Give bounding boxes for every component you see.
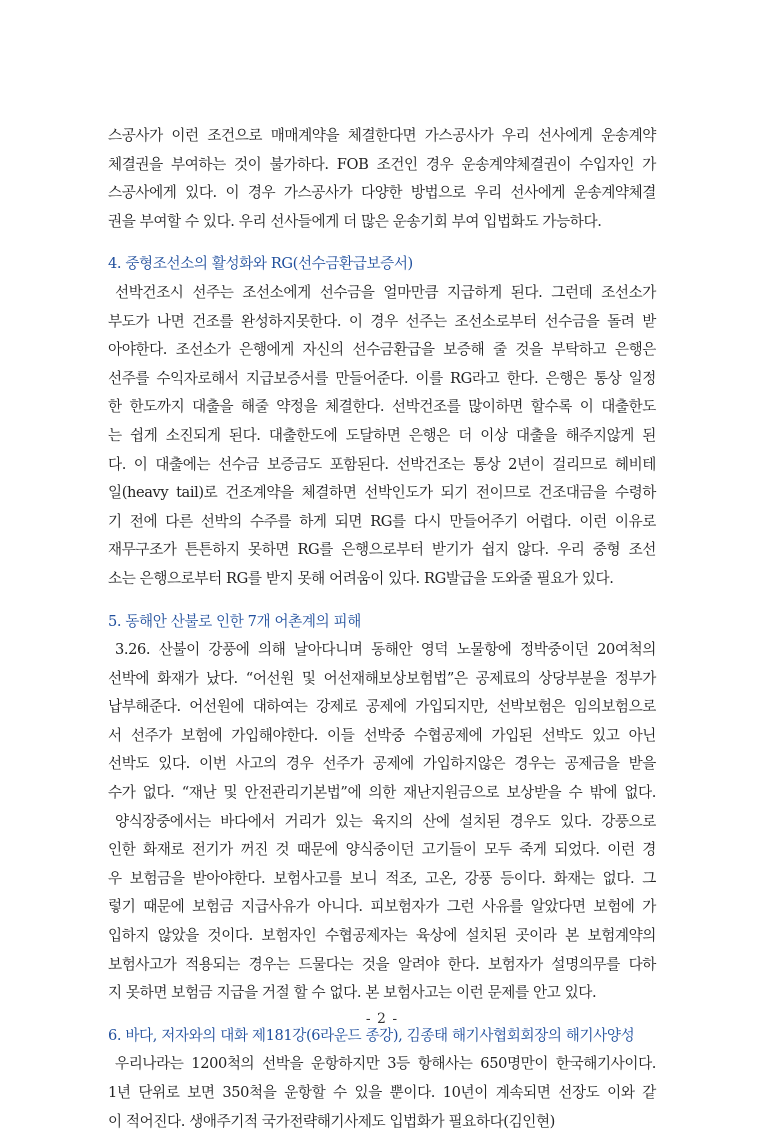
paragraph-line: 선박도 있다. 이번 사고의 경우 선주가 공제에 가입하지않은 경우는 공제금을 받을 xyxy=(108,755,656,773)
paragraph-line: 보험사고가 적용되는 경우는 드물다는 것을 알려야 한다. 보험자가 설명의무를 다하 xyxy=(108,955,656,973)
paragraph-line: 권을 부여할 수 있다. 우리 선사들에게 더 많은 운송기회 부여 입법화도 가능하다. xyxy=(108,212,602,230)
paragraph-line: 서 선주가 보험에 가입해야한다. 이들 선박중 수협공제에 가입된 선박도 있고 아닌 xyxy=(108,726,656,744)
paragraph-line: 일(heavy tail)로 건조계약을 체결하면 선박인도가 되기 전이므로 건조대금을 수령하 xyxy=(108,484,656,502)
intro-paragraph xyxy=(108,122,656,236)
paragraph-line: 한 한도까지 대출을 해줄 약정을 체결한다. 선박건조를 많이하면 할수록 이 대출한도 xyxy=(108,398,656,416)
paragraph-line: 스공사에게 있다. 이 경우 가스공사가 다양한 방법으로 우리 선사에게 운송계약체결 xyxy=(108,184,656,202)
section-heading: 4. 중형조선소의 활성화와 RG(선수금환급보증서) xyxy=(108,255,413,273)
section-heading: 6. 바다, 저자와의 대화 제181강(6라운드 종강), 김종태 해기사협회회장의 해기사양성 xyxy=(108,1026,635,1044)
paragraph-line: 납부해준다. 어선원에 대하여는 강제로 공제에 가입되지만, 선박보험은 임의보험으로 xyxy=(108,698,656,716)
paragraph-line: 이 적어진다. 생애주기적 국가전략해기사제도 입법화가 필요하다(김인현) xyxy=(108,1112,555,1130)
document-body xyxy=(108,122,656,1136)
paragraph-line: 1년 단위로 보면 350척을 운항할 수 있을 뿐이다. 10년이 계속되면 선장도 이와 같 xyxy=(108,1084,656,1101)
page-number: - 2 - xyxy=(365,1011,399,1027)
paragraph-line: 선박에 화재가 났다. “어선원 및 어선재해보상보험법”은 공제료의 상당부분을 정부가 xyxy=(108,669,656,687)
paragraph-line: 선박건조시 선주는 조선소에게 선수금을 얼마만큼 지급하게 된다. 그런데 조선소가 xyxy=(115,283,656,301)
paragraph-line: 스공사가 이런 조건으로 매매계약을 체결한다면 가스공사가 우리 선사에게 운송계약 xyxy=(108,127,656,144)
paragraph-line: 기 전에 다른 선박의 수주를 하게 되면 RG를 다시 만들어주기 어렵다. 이런 이유로 xyxy=(108,512,656,530)
paragraph-line: 인한 화재로 전기가 꺼진 것 때문에 양식중이던 고기들이 모두 죽게 되었다. 이런 경 xyxy=(108,841,656,859)
paragraph-line: 우리나라는 1200척의 선박을 운항하지만 3등 항해사는 650명만이 한국해기사이다. xyxy=(115,1055,656,1073)
paragraph-line: 는 쉽게 소진되게 된다. 대출한도에 도달하면 은행은 더 이상 대출을 해주지않게 된 xyxy=(108,426,656,444)
paragraph-line: 수가 없다. “재난 및 안전관리기본법”에 의한 재난지원금으로 보상받을 수 밖에 없다. xyxy=(108,784,656,802)
paragraph-line: 3.26. 산불이 강풍에 의해 날아다니며 동해안 영덕 노물항에 정박중이던 20여척의 xyxy=(115,641,656,659)
paragraph-line: 체결권을 부여하는 것이 불가하다. FOB 조건인 경우 운송계약체결권이 수입자인 가 xyxy=(108,155,656,173)
paragraph-line: 입하지 않았을 것이다. 보험자인 수협공제자는 육상에 설치된 곳이라 본 보험계약의 xyxy=(108,927,656,945)
paragraph-line: 지 못하면 보험금 지급을 거절 할 수 없다. 본 보험사고는 이런 문제를 안고 있다. xyxy=(108,984,597,1002)
paragraph-line: 아야한다. 조선소가 은행에게 자신의 선수금환급을 보증해 줄 것을 부탁하고 은행은 xyxy=(108,341,656,359)
paragraph-line: 양식장중에서는 바다에서 거리가 있는 육지의 산에 설치된 경우도 있다. 강풍으로 xyxy=(115,812,656,830)
paragraph-line: 소는 은행으로부터 RG를 받지 못해 어려움이 있다. RG발급을 도와줄 필요가 있다. xyxy=(108,569,614,587)
paragraph-line: 재무구조가 튼튼하지 못하면 RG를 은행으로부터 받기가 쉽지 않다. 우리 중형 조선 xyxy=(108,541,656,559)
paragraph-line: 선주를 수익자로해서 지급보증서를 만들어준다. 이를 RG라고 한다. 은행은 통상 일정 xyxy=(108,369,656,387)
section-5 xyxy=(108,608,656,1008)
section-heading: 5. 동해안 산불로 인한 7개 어촌계의 피해 xyxy=(108,612,361,630)
paragraph-line: 우 보험금을 받아야한다. 보험사고를 보니 적조, 고온, 강풍 등이다. 화재는 없다. 그 xyxy=(108,869,656,887)
paragraph-line: 렇기 때문에 보험금 지급사유가 아니다. 피보험자가 그런 사유를 알았다면 보험에 가 xyxy=(108,898,656,916)
section-6 xyxy=(108,1022,656,1136)
paragraph-line: 다. 이 대출에는 선수금 보증금도 포함된다. 선박건조는 통상 2년이 걸리므로 헤비테 xyxy=(108,455,656,473)
section-4 xyxy=(108,250,656,593)
paragraph-line: 부도가 나면 건조를 완성하지못한다. 이 경우 선주는 조선소로부터 선수금을 돌려 받 xyxy=(108,312,656,330)
